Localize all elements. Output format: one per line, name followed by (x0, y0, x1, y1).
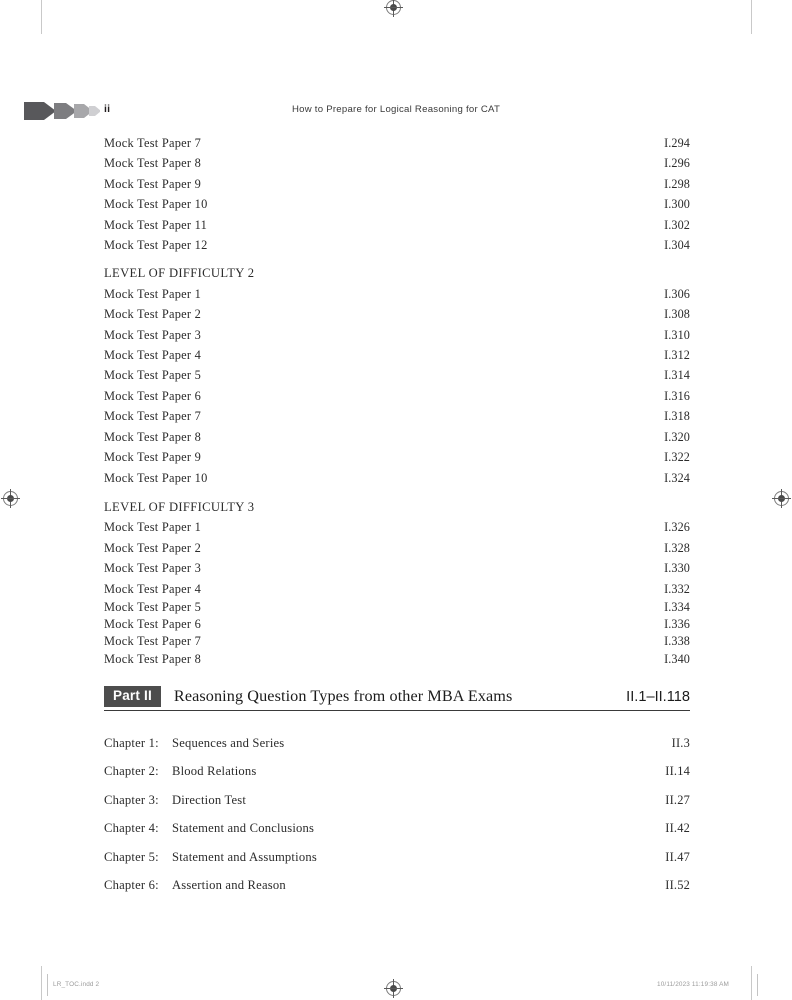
chapter-name: Statement and Assumptions (172, 849, 317, 864)
toc-entry-title: Mock Test Paper 4 (104, 581, 202, 596)
toc-entry[interactable] (104, 284, 690, 304)
toc-section-heading: LEVEL OF DIFFICULTY 2 (104, 266, 255, 281)
chapter-page: II.27 (665, 792, 690, 807)
toc-entry-page: I.334 (664, 599, 690, 614)
toc-entry-page: I.310 (664, 327, 690, 342)
part-banner-row (104, 684, 690, 709)
chapter-entry[interactable] (104, 843, 690, 871)
toc-entry-page: I.332 (664, 581, 690, 596)
chapter-entry[interactable] (104, 729, 690, 757)
chapter-label: Chapter 1: (104, 736, 159, 750)
toc-list (104, 133, 690, 668)
toc-entry-title: Mock Test Paper 8 (104, 429, 202, 444)
crop-mark-top-left (41, 0, 42, 34)
toc-entry-page: I.306 (664, 286, 690, 301)
registration-mark-center (778, 495, 785, 502)
toc-entry-title: Mock Test Paper 1 (104, 520, 202, 535)
toc-entry-page: I.336 (664, 617, 690, 632)
part-number-tag: Part II (104, 686, 161, 707)
toc-group (104, 263, 690, 487)
part-banner-rule (104, 710, 690, 711)
toc-entry[interactable] (104, 345, 690, 365)
toc-entry-title: Mock Test Paper 10 (104, 197, 208, 212)
slug-timestamp: 10/11/2023 11:19:38 AM (657, 981, 729, 988)
crop-mark-top-right (751, 0, 752, 34)
toc-entry[interactable] (104, 599, 690, 616)
toc-entry-page: I.330 (664, 561, 690, 576)
chapter-name: Sequences and Series (172, 736, 285, 750)
toc-entry-title: Mock Test Paper 1 (104, 286, 202, 301)
toc-entry[interactable] (104, 651, 690, 668)
toc-entry-page: I.298 (664, 176, 690, 191)
toc-entry-title: Mock Test Paper 3 (104, 327, 202, 342)
toc-entry-title: Mock Test Paper 4 (104, 348, 202, 363)
toc-entry-page: I.338 (664, 634, 690, 649)
toc-entry-title: Mock Test Paper 12 (104, 238, 208, 253)
part-banner (104, 684, 690, 711)
running-head-title: How to Prepare for Logical Reasoning for CAT (291, 104, 501, 115)
toc-entry-title: Mock Test Paper 8 (104, 651, 202, 666)
chapter-label: Chapter 4: (104, 821, 159, 836)
toc-entry-page: I.322 (664, 450, 690, 465)
slug-rule-right (757, 974, 758, 996)
toc-entry-page: I.326 (664, 520, 690, 535)
toc-entry-title: Mock Test Paper 9 (104, 176, 202, 191)
running-header (0, 100, 792, 124)
toc-entry[interactable] (104, 616, 690, 633)
toc-entry-page: I.314 (664, 368, 690, 383)
chapter-name: Direction Test (172, 792, 247, 807)
part-title: Reasoning Question Types from other MBA Exams (173, 687, 513, 705)
chapter-page: II.42 (665, 821, 690, 836)
registration-mark-bottom (386, 981, 401, 996)
toc-entry-title: Mock Test Paper 7 (104, 634, 202, 649)
chapter-page: II.3 (671, 736, 690, 750)
part-page-range: II.1–II.118 (626, 688, 690, 705)
toc-entry[interactable] (104, 579, 690, 599)
toc-entry-title: Mock Test Paper 11 (104, 217, 208, 232)
chapter-page: II.47 (665, 849, 690, 864)
crop-mark-bottom-right (751, 966, 752, 1000)
chapter-label: Chapter 5: (104, 849, 159, 864)
toc-entry-page: I.340 (664, 651, 690, 666)
toc-entry-page: I.296 (664, 156, 690, 171)
toc-entry-title: Mock Test Paper 6 (104, 388, 202, 403)
toc-entry[interactable] (104, 386, 690, 406)
toc-entry[interactable] (104, 153, 690, 173)
toc-entry[interactable] (104, 304, 690, 324)
toc-entry-page: I.308 (664, 307, 690, 322)
toc-entry[interactable] (104, 133, 690, 153)
toc-entry-page: I.324 (664, 470, 690, 485)
chapter-entry[interactable] (104, 814, 690, 842)
page-folio: ii (104, 103, 111, 115)
chapter-name: Statement and Conclusions (172, 821, 315, 836)
chapter-name: Assertion and Reason (172, 878, 286, 893)
registration-mark-left (3, 491, 18, 506)
toc-entry-title: Mock Test Paper 9 (104, 450, 202, 465)
toc-entry[interactable] (104, 517, 690, 537)
toc-entry[interactable] (104, 538, 690, 558)
toc-entry-page: I.312 (664, 348, 690, 363)
toc-entry[interactable] (104, 558, 690, 578)
toc-entry-title: Mock Test Paper 8 (104, 156, 202, 171)
chapter-page: II.14 (665, 764, 690, 779)
toc-entry-page: I.300 (664, 197, 690, 212)
toc-entry-title: Mock Test Paper 2 (104, 540, 202, 555)
chapter-entry[interactable] (104, 757, 690, 785)
toc-group (104, 497, 690, 668)
toc-entry-title: Mock Test Paper 5 (104, 368, 202, 383)
registration-mark-center (390, 4, 397, 11)
toc-entry-page: I.328 (664, 540, 690, 555)
toc-entry[interactable] (104, 174, 690, 194)
toc-entry-page: I.318 (664, 409, 690, 424)
toc-entry[interactable] (104, 235, 690, 255)
toc-entry[interactable] (104, 427, 690, 447)
registration-mark-center (390, 985, 397, 992)
slug-rule-left (47, 974, 48, 996)
toc-entry[interactable] (104, 406, 690, 426)
toc-entry[interactable] (104, 633, 690, 650)
toc-entry[interactable] (104, 194, 690, 214)
chapter-entry[interactable] (104, 786, 690, 814)
toc-entry-title: Mock Test Paper 2 (104, 307, 202, 322)
toc-entry-page: I.304 (664, 238, 690, 253)
toc-entry-page: I.320 (664, 429, 690, 444)
registration-mark-right (774, 491, 789, 506)
toc-entry-page: I.316 (664, 388, 690, 403)
toc-entry-title: Mock Test Paper 10 (104, 470, 208, 485)
chapter-label: Chapter 2: (104, 764, 159, 779)
toc-entry-title: Mock Test Paper 5 (104, 599, 202, 614)
chapter-list (104, 729, 690, 899)
toc-entry-title: Mock Test Paper 7 (104, 136, 202, 150)
toc-entry[interactable] (104, 215, 690, 235)
registration-mark-center (7, 495, 14, 502)
chapter-entry[interactable] (104, 871, 690, 899)
toc-entry-page: I.302 (664, 217, 690, 232)
toc-entry-page: I.294 (664, 136, 690, 150)
toc-group (104, 133, 690, 255)
toc-entry-title: Mock Test Paper 7 (104, 409, 202, 424)
toc-section-heading: LEVEL OF DIFFICULTY 3 (104, 499, 255, 514)
toc-entry[interactable] (104, 325, 690, 345)
toc-entry[interactable] (104, 468, 690, 488)
chapter-page: II.52 (665, 878, 690, 893)
crop-mark-bottom-left (41, 966, 42, 1000)
chapter-label: Chapter 6: (104, 878, 159, 893)
chapter-name: Blood Relations (172, 764, 257, 779)
toc-entry[interactable] (104, 447, 690, 467)
toc-entry-title: Mock Test Paper 6 (104, 617, 202, 632)
registration-mark-top (386, 0, 401, 15)
slug-filename: LR_TOC.indd 2 (53, 981, 100, 988)
chapter-label: Chapter 3: (104, 792, 159, 807)
toc-entry[interactable] (104, 365, 690, 385)
toc-entry-title: Mock Test Paper 3 (104, 561, 202, 576)
